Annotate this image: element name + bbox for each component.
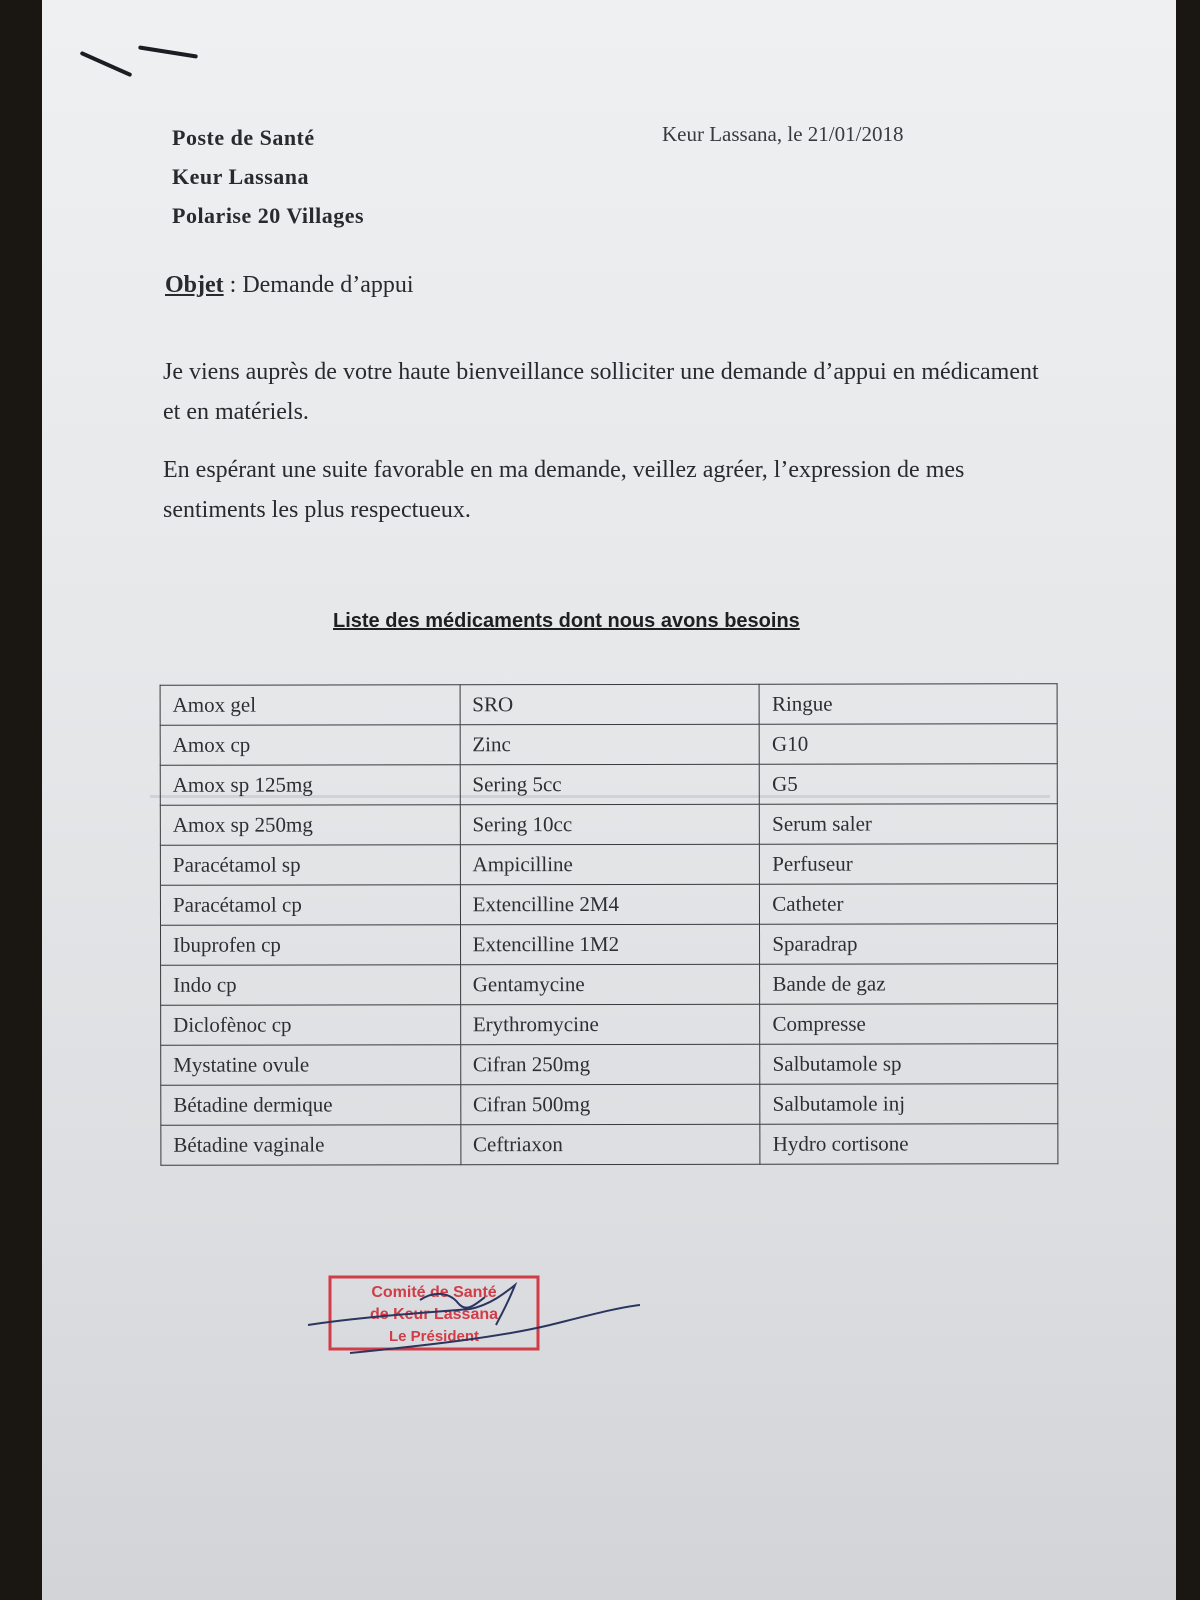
table-cell: Catheter [760,884,1058,925]
table-cell: Diclofènoc cp [161,1005,461,1046]
table-cell: Bande de gaz [760,964,1058,1005]
subject-label: Objet [165,272,224,298]
table-cell: Cifran 250mg [460,1044,760,1085]
table-row [161,964,1058,1006]
table-row [161,1004,1058,1046]
table-row [160,764,1057,806]
sender-line: Polarise 20 Villages [172,203,365,228]
table-cell: Ibuprofen cp [161,925,461,966]
table-cell: Serum saler [760,804,1058,845]
subject-line [165,272,414,299]
table-cell: Amox sp 125mg [160,765,460,806]
table-cell: Compresse [760,1004,1058,1045]
table-cell: Sering 10cc [460,804,760,845]
table-cell: SRO [460,684,760,725]
sender-line: Keur Lassana [172,164,310,189]
table-row [161,1044,1058,1086]
table-row [160,844,1057,886]
table-row [160,724,1057,766]
table-cell: Indo cp [161,965,461,1006]
table-cell: Amox sp 250mg [160,805,460,846]
table-cell: Paracétamol cp [160,885,460,926]
table-cell: Salbutamole sp [760,1044,1058,1085]
table-cell: Amox cp [160,725,460,766]
body-paragraph: Je viens auprès de votre haute bienveillance solliciter une demande d’appui en médicament et en matériels. [163,359,1039,425]
table-cell: Cifran 500mg [460,1084,760,1125]
table-cell: Bétadine dermique [161,1085,461,1126]
place-date: Keur Lassana, le 21/01/2018 [662,122,904,146]
table-row [160,884,1057,926]
table-cell: G10 [759,724,1057,765]
stamp-line: Le Président [388,1328,480,1345]
closing-paragraph: En espérant une suite favorable en ma demande, veillez agréer, l’expression de mes sentiments les plus respectueux. [163,457,965,523]
table-cell: Extencilline 2M4 [460,884,760,925]
table-cell: Hydro cortisone [760,1124,1058,1165]
table-cell: Salbutamole inj [760,1084,1058,1125]
table-cell: Erythromycine [460,1004,760,1045]
sender-address [172,118,364,235]
sender-line: Poste de Santé [172,125,315,150]
table-cell: Perfuseur [760,844,1058,885]
table-row [160,804,1057,846]
table-row [161,1124,1058,1166]
table-cell: Paracétamol sp [160,845,460,886]
table-cell: Ampicilline [460,844,760,885]
table-cell: Ceftriaxon [460,1124,760,1165]
stamp-line: Comité de Santé [371,1284,497,1301]
medication-list-title: Liste des médicaments dont nous avons besoins [333,610,800,632]
table-cell: Gentamycine [460,964,760,1005]
table-cell: Bétadine vaginale [161,1125,461,1166]
table-row [161,924,1058,966]
table-cell: G5 [760,764,1058,805]
table-cell: Ringue [759,684,1057,725]
stamp-graphic [300,1265,660,1390]
subject-text: : Demande d’appui [223,272,414,298]
table-cell: Zinc [460,724,760,765]
table-row [161,1084,1058,1126]
table-cell: Sering 5cc [460,764,760,805]
table-cell: Sparadrap [760,924,1058,965]
table-row [160,684,1057,726]
table-cell: Amox gel [160,685,460,726]
table-cell: Extencilline 1M2 [460,924,760,965]
committee-stamp [300,1265,660,1390]
medication-table [160,683,1059,1166]
stamp-line: de Keur Lassana [369,1306,499,1323]
table-cell: Mystatine ovule [161,1045,461,1086]
